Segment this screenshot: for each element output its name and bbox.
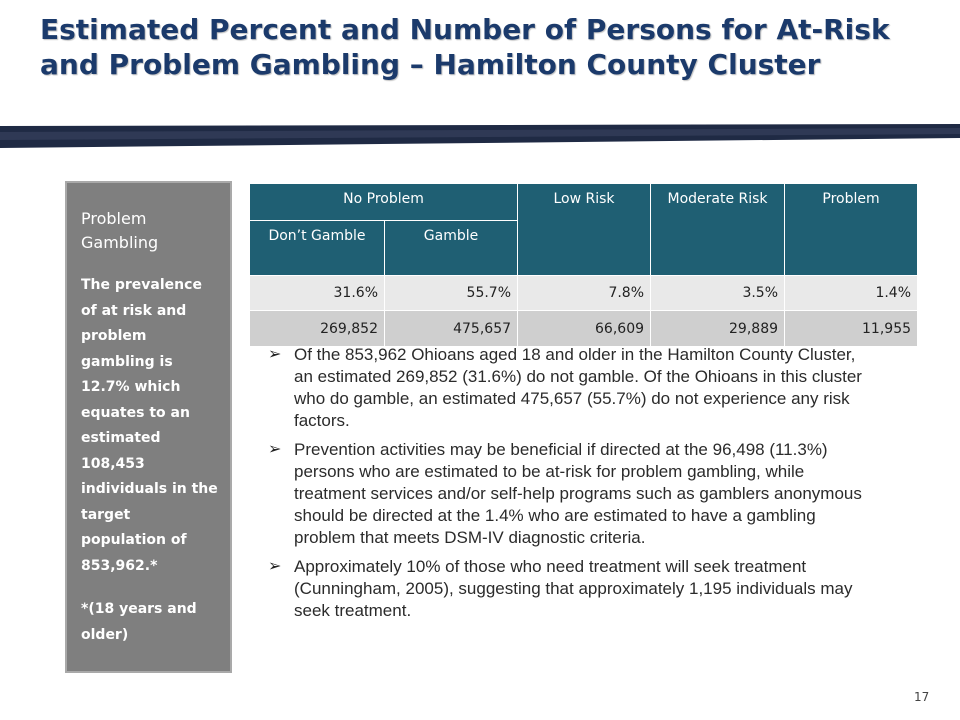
sidebar-heading: Problem Gambling xyxy=(81,209,159,252)
table-cell: 55.7% xyxy=(385,276,518,311)
table-cell: 11,955 xyxy=(785,311,918,347)
bullet-text: Of the 853,962 Ohioans aged 18 and older in the Hamilton County Cluster, an estimated 269,852 (31.6%) do not gamble. Of the Ohioans in this cluster who do gamble, an estimated 475,657 (55.7%) do not experience any risk factors. xyxy=(294,345,862,430)
list-item xyxy=(268,344,868,432)
table-cell: 3.5% xyxy=(651,276,785,311)
bullet-text: Approximately 10% of those who need treatment will seek treatment (Cunningham, 2005), suggesting that approximately 1,195 individuals may seek treatment. xyxy=(294,557,853,620)
problem-gambling-sidebar xyxy=(65,181,232,673)
arrow-bullet-icon: ➢ xyxy=(268,441,282,458)
table-row-count xyxy=(250,311,918,347)
table-cell: 29,889 xyxy=(651,311,785,347)
findings-list xyxy=(268,344,868,629)
subheader-dont-gamble: Don’t Gamble xyxy=(250,221,385,276)
table-cell: 31.6% xyxy=(250,276,385,311)
table-cell: 475,657 xyxy=(385,311,518,347)
sidebar-body: The prevalence of at risk and problem gambling is 12.7% which equates to an estimated 108,453 individuals in the target population of 853,962.* xyxy=(81,277,218,574)
list-item xyxy=(268,439,868,549)
header-low-risk: Low Risk xyxy=(518,184,651,276)
table-row-percent xyxy=(250,276,918,311)
slide-title: Estimated Percent and Number of Persons for At-Risk and Problem Gambling – Hamilton County Cluster xyxy=(40,13,890,81)
table-cell: 269,852 xyxy=(250,311,385,347)
bullet-text: Prevention activities may be beneficial if directed at the 96,498 (11.3%) persons who are estimated to be at-risk for problem gambling, while treatment services and/or self-help programs such as gamblers anonymous should be directed at the 1.4% who are estimated to have a gambling problem that meets DSM-IV diagnostic criteria. xyxy=(294,440,862,547)
arrow-bullet-icon: ➢ xyxy=(268,558,282,575)
subheader-gamble: Gamble xyxy=(385,221,518,276)
page-number: 17 xyxy=(914,690,930,704)
sidebar-footnote: *(18 years and older) xyxy=(81,601,197,643)
table-cell: 1.4% xyxy=(785,276,918,311)
header-problem: Problem xyxy=(785,184,918,276)
table-cell: 7.8% xyxy=(518,276,651,311)
list-item xyxy=(268,556,868,622)
header-no-problem: No Problem xyxy=(250,184,518,221)
risk-level-table xyxy=(249,183,918,347)
header-moderate-risk: Moderate Risk xyxy=(651,184,785,276)
arrow-bullet-icon: ➢ xyxy=(268,346,282,363)
table-cell: 66,609 xyxy=(518,311,651,347)
